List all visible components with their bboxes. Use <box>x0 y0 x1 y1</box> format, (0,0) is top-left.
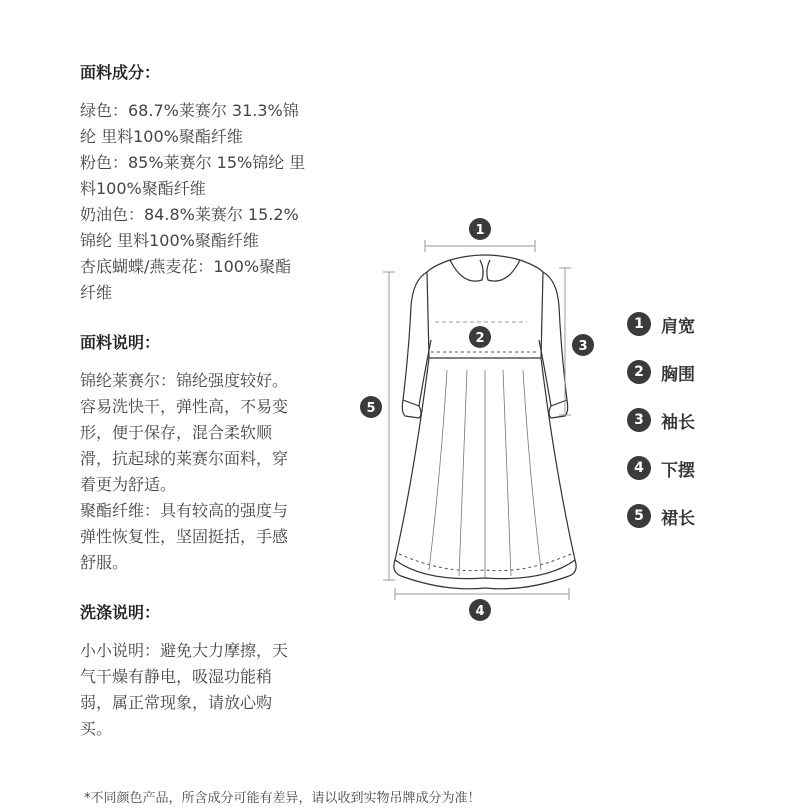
composition-line: 锦纶 里料100%聚酯纤维 <box>80 231 259 250</box>
description-line: 形，便于保存，混合柔软顺 <box>80 423 273 442</box>
skirt-folds <box>429 370 541 578</box>
description-line: 聚酯纤维：具有较高的强度与 <box>80 501 289 520</box>
legend-label: 肩宽 <box>661 316 695 337</box>
composition-line: 杏底蝴蝶/燕麦花：100%聚酯 <box>80 257 292 276</box>
legend-item <box>627 456 695 480</box>
dress-measurement-diagram <box>355 210 615 630</box>
legend-number: 1 <box>627 312 651 336</box>
washing-line: 气干燥有静电，吸湿功能稍 <box>80 667 273 686</box>
marker-1 <box>469 218 491 240</box>
fabric-description-title: 面料说明： <box>80 333 161 352</box>
legend-number: 5 <box>627 504 651 528</box>
description-line: 舒服。 <box>80 553 129 572</box>
description-line: 锦纶莱赛尔：锦纶强度较好。 <box>80 371 289 390</box>
legend-label: 袖长 <box>661 412 695 433</box>
legend-item <box>627 408 695 432</box>
text-column <box>80 60 330 742</box>
marker-3 <box>572 334 594 356</box>
legend-label: 下摆 <box>661 460 695 481</box>
composition-line: 粉色：85%莱赛尔 15%锦纶 里 <box>80 153 306 172</box>
legend-number: 2 <box>627 360 651 384</box>
washing-line: 买。 <box>80 719 113 738</box>
composition-line: 绿色：68.7%莱赛尔 31.3%锦 <box>80 101 299 120</box>
composition-line: 奶油色：84.8%莱赛尔 15.2% <box>80 205 299 224</box>
description-line: 滑，抗起球的莱赛尔面料，穿 <box>80 449 289 468</box>
description-line: 弹性恢复性，坚固挺括，手感 <box>80 527 289 546</box>
composition-line: 料100%聚酯纤维 <box>80 179 206 198</box>
description-line: 着更为舒适。 <box>80 475 177 494</box>
marker-2 <box>469 326 491 348</box>
legend-number: 4 <box>627 456 651 480</box>
marker-5 <box>360 396 382 418</box>
marker-4-label: 4 <box>475 604 485 619</box>
legend-label: 胸围 <box>661 364 695 385</box>
washing-title: 洗涤说明： <box>80 603 161 622</box>
washing-line: 小小说明：避免大力摩擦，天 <box>80 641 289 660</box>
marker-1-label: 1 <box>475 223 485 238</box>
legend-item <box>627 504 695 528</box>
legend-number: 3 <box>627 408 651 432</box>
measurement-legend <box>627 312 695 552</box>
marker-5-label: 5 <box>366 401 376 416</box>
composition-line: 纤维 <box>80 283 113 302</box>
description-line: 容易洗快干，弹性高，不易变 <box>80 397 289 416</box>
marker-4 <box>469 599 491 621</box>
washing-line: 弱，属正常现象，请放心购 <box>80 693 273 712</box>
footnote: *不同颜色产品，所含成分可能有差异，请以收到实物吊牌成分为准！ <box>84 791 481 806</box>
composition-line: 纶 里料100%聚酯纤维 <box>80 127 243 146</box>
legend-item <box>627 312 695 336</box>
fabric-composition-title: 面料成分： <box>80 63 161 82</box>
legend-label: 裙长 <box>661 508 695 529</box>
marker-2-label: 2 <box>475 331 485 346</box>
legend-item <box>627 360 695 384</box>
marker-3-label: 3 <box>578 339 588 354</box>
